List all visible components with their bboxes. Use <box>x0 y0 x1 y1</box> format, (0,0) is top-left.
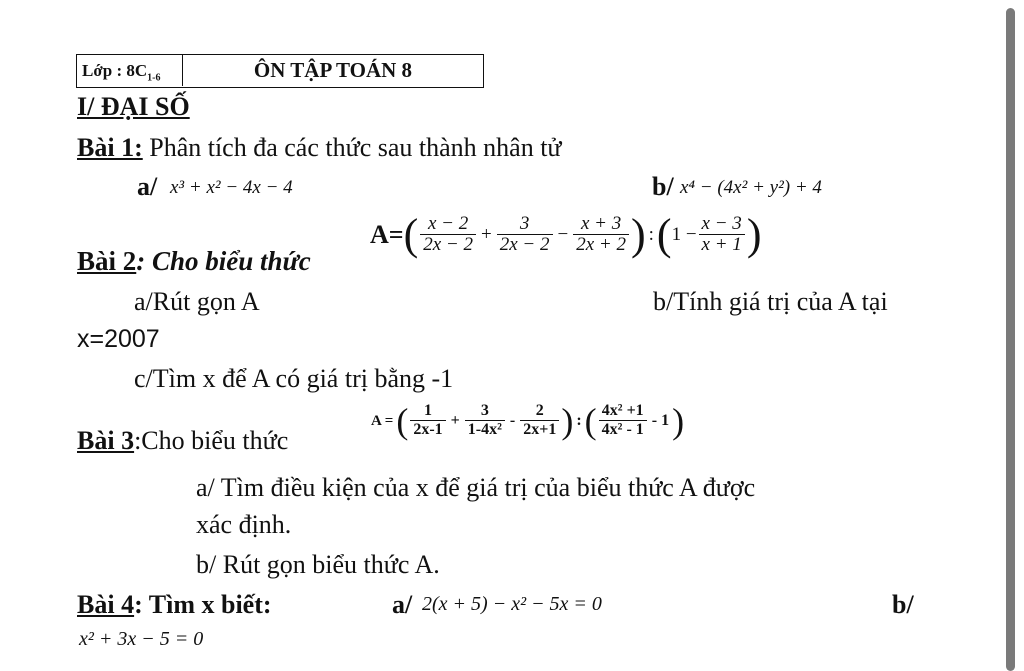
bai3-a-item-line2: xác định. <box>196 510 292 539</box>
bai2-frac-1: $\frac{x - 2}{2x - 2}$ <box>420 214 476 256</box>
bai4-line <box>77 590 272 620</box>
bai2-b-item: b/Tính giá trị của A tại <box>653 287 888 316</box>
bai2-line <box>77 246 311 277</box>
bai3-label: Bài 3 <box>77 426 135 455</box>
paren-close-2: ) <box>746 210 762 259</box>
bai2-x-value: x=2007 <box>77 325 160 353</box>
bai4-a-expr: 2(x + 5) − x² − 5x = 0 <box>422 593 602 615</box>
paren-open-4: ( <box>584 401 597 441</box>
section-title: I/ ĐẠI SỐ <box>77 92 190 121</box>
bai4-a-label: a/ <box>392 590 413 619</box>
document-title: ÔN TẬP TOÁN 8 <box>253 58 413 82</box>
bai1-b-expr: x⁴ − (4x² + y²) + 4 <box>680 177 822 198</box>
bai3-line <box>77 426 288 456</box>
paren-open-3: ( <box>396 401 409 441</box>
bai3-b-item: b/ Rút gọn biểu thức A. <box>196 550 440 579</box>
bai2-intro: : Cho biểu thức <box>136 246 311 276</box>
bai2-c-item: c/Tìm x để A có giá trị bằng -1 <box>134 364 454 393</box>
bai1-a-expr: x³ + x² − 4x − 4 <box>170 177 293 198</box>
bai2-frac-4: $\frac{x - 3}{x + 1}$ <box>699 214 745 256</box>
bai3-a-item-line1: a/ Tìm điều kiện của x để giá trị của biểu thức A được <box>196 473 756 502</box>
bai3-intro: :Cho biểu thức <box>134 426 289 455</box>
bai4-b-label: b/ <box>892 590 914 619</box>
paren-close-4: ) <box>672 401 685 441</box>
paren-open-2: ( <box>656 210 672 259</box>
paren-close-3: ) <box>561 401 574 441</box>
bai3-formula: A =( $\frac{1}{2x-1}$ + $\frac{3}{\text{1-4x²}}$ - $\frac{2}{2x+1}$ ) :( $\frac{\text{4x² +1}}{\text{4x² - 1}}$ - 1) <box>371 401 685 441</box>
bai2-frac-2: $\frac{3}{2x - 2}$ <box>497 214 553 256</box>
bai2-formula: A=( $\frac{x - 2}{2x - 2}$ + $\frac{3}{2x - 2}$ − $\frac{x + 3}{2x + 2}$ ) :(1 − $\frac{x - 3}{x + 1}$ ) <box>370 210 762 259</box>
bai3-minus-one: - 1 <box>651 412 670 429</box>
header-box <box>76 54 484 88</box>
bai4-label: Bài 4 <box>77 590 135 619</box>
scrollbar[interactable] <box>1006 8 1015 671</box>
class-subscript: 1-6 <box>147 72 161 84</box>
paren-open: ( <box>403 210 419 259</box>
bai4-b-expr: x² + 3x − 5 = 0 <box>79 628 204 650</box>
bai3-frac-1: $\frac{1}{2x-1}$ <box>410 403 445 438</box>
bai1-label: Bài 1: <box>77 133 143 162</box>
bai3-frac-4: $\frac{\text{4x² +1}}{\text{4x² - 1}}$ <box>599 403 647 438</box>
bai4-intro: : Tìm x biết: <box>134 590 272 619</box>
bai2-a-item: a/Rút gọn A <box>134 287 260 316</box>
paren-close: ) <box>630 210 646 259</box>
bai2-one-minus: 1 − <box>671 224 697 245</box>
bai3-frac-3: $\frac{2}{2x+1}$ <box>520 403 559 438</box>
bai1-line <box>77 133 562 163</box>
bai2-frac-3: $\frac{x + 3}{2x + 2}$ <box>573 214 629 256</box>
bai1-text: Phân tích đa các thức sau thành nhân tử <box>142 133 562 162</box>
class-label: Lớp : $8C_{1-6}$ <box>77 55 183 86</box>
bai3-frac-2: $\frac{3}{\text{1-4x²}}$ <box>465 403 505 438</box>
bai2-label: Bài 2 <box>77 246 137 276</box>
bai2-a-eq: A= <box>370 220 404 249</box>
bai3-a-eq: A = <box>371 412 394 429</box>
bai1-b-label: b/ <box>652 172 674 201</box>
bai1-a-label: a/ <box>137 172 158 201</box>
